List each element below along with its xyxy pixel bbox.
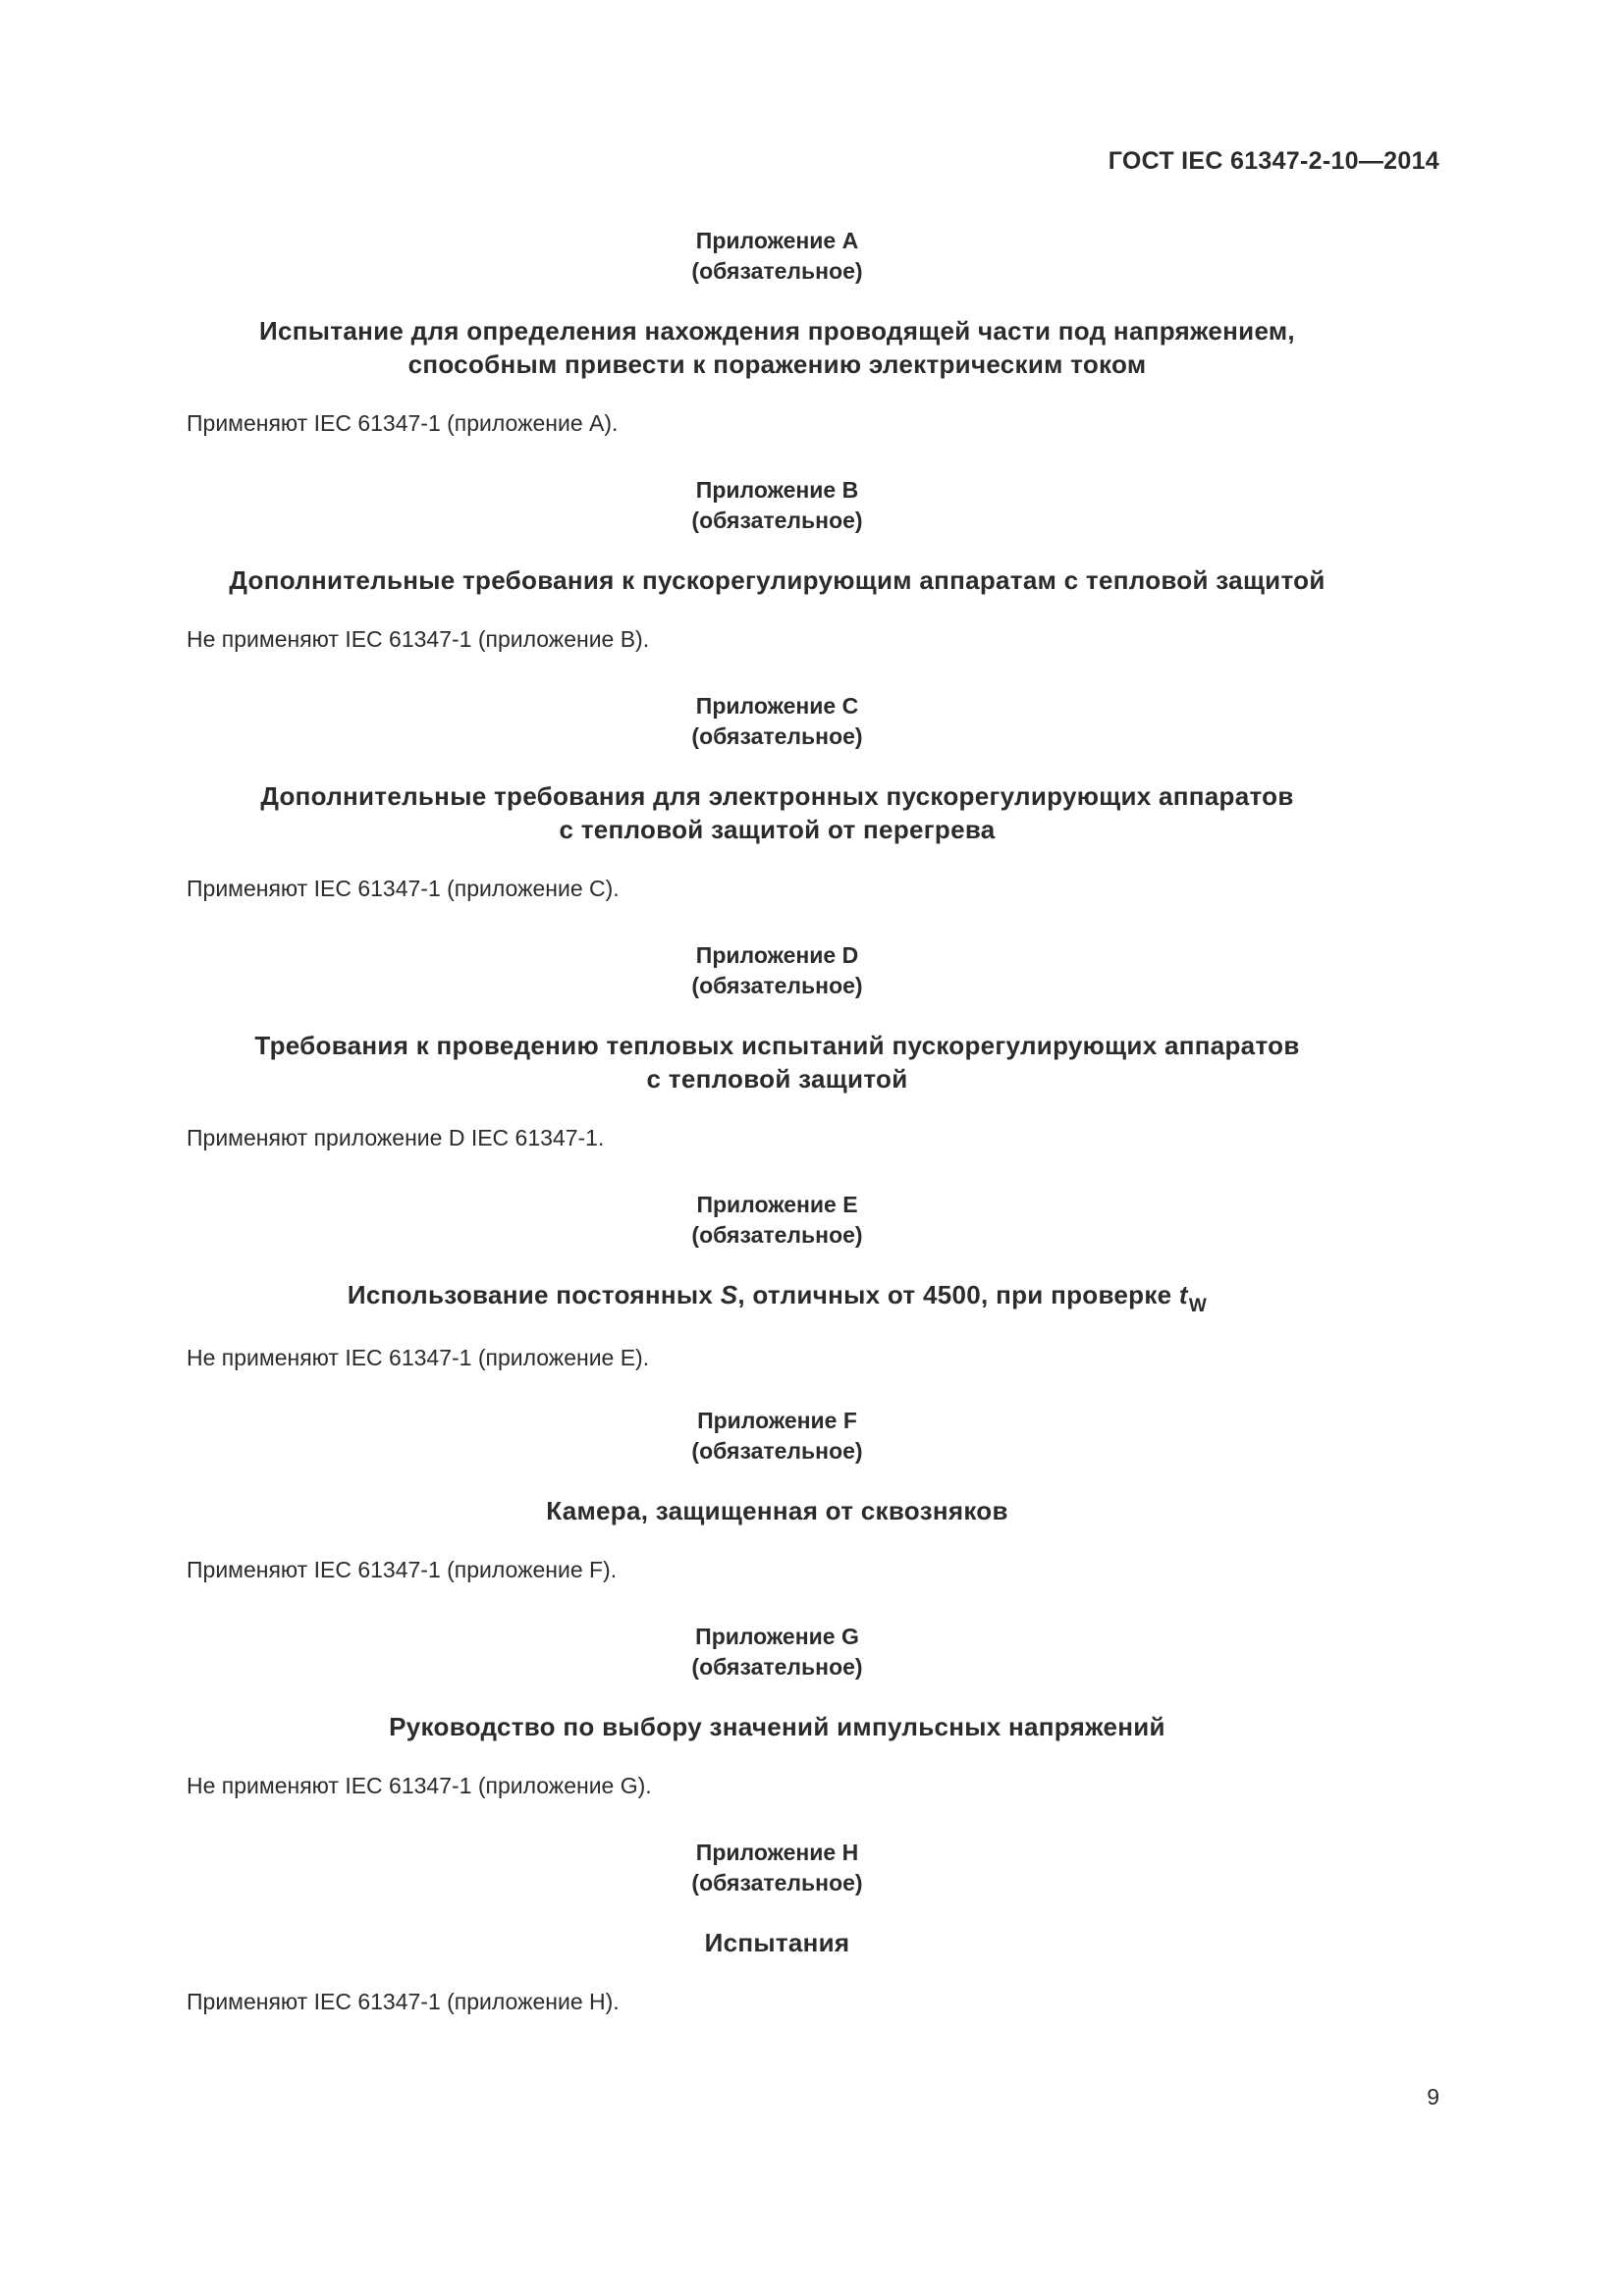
annex-title-line: с тепловой защитой	[646, 1064, 908, 1094]
annex-b	[0, 475, 1624, 654]
annex-text: Применяют IEC 61347-1 (приложение F).	[187, 1557, 618, 1582]
annex-title-line: Камера, защищенная от сквозняков	[546, 1496, 1008, 1525]
annex-label: Приложение H	[695, 1840, 859, 1865]
annex-e	[0, 1190, 1624, 1372]
annex-title-line: Требования к проведению тепловых испытаний пускорегулирующих аппаратов	[254, 1031, 1300, 1060]
annex-title	[0, 1029, 1554, 1095]
annex-label: Приложение D	[695, 942, 859, 968]
variable-s: S	[720, 1280, 738, 1309]
document-header: ГОСТ IEC 61347-2-10—2014	[1108, 147, 1439, 175]
annex-label: Приложение C	[695, 693, 859, 719]
annex-text: Не применяют IEC 61347-1 (приложение E).	[187, 1345, 650, 1370]
annex-label: Приложение F	[697, 1408, 857, 1433]
annex-text: Применяют IEC 61347-1 (приложение H).	[187, 1989, 620, 2014]
annex-label: Приложение E	[696, 1192, 858, 1217]
annex-status: (обязательное)	[691, 1870, 863, 1896]
annex-title-text: , отличных от 4500, при проверке	[737, 1280, 1179, 1309]
annex-g	[0, 1622, 1624, 1800]
annex-label: Приложение B	[695, 477, 859, 503]
annex-title	[0, 1278, 1554, 1315]
annex-title-line: с тепловой защитой от перегрева	[559, 815, 996, 844]
page-number: 9	[1427, 2084, 1439, 2109]
annex-status: (обязательное)	[691, 973, 863, 998]
annex-status: (обязательное)	[691, 723, 863, 749]
annex-title-line: Руководство по выбору значений импульсных напряжений	[389, 1712, 1165, 1741]
annex-title-line: Дополнительные требования для электронных пускорегулирующих аппаратов	[260, 781, 1294, 811]
annex-c	[0, 691, 1624, 903]
annex-label: Приложение G	[695, 1624, 859, 1649]
annex-h	[0, 1838, 1624, 2016]
subscript-w: W	[1188, 1296, 1208, 1316]
annex-title	[0, 1926, 1554, 1959]
annex-title	[0, 314, 1554, 381]
annex-a	[0, 226, 1624, 438]
annex-title	[0, 779, 1554, 846]
annex-text: Не применяют IEC 61347-1 (приложение B).	[187, 626, 650, 652]
annex-text: Применяют IEC 61347-1 (приложение A).	[187, 410, 619, 436]
annex-title-line: способным привести к поражению электрическим током	[407, 349, 1147, 379]
annex-d	[0, 940, 1624, 1152]
annex-text: Не применяют IEC 61347-1 (приложение G).	[187, 1773, 652, 1798]
annex-label: Приложение A	[695, 228, 859, 253]
annex-status: (обязательное)	[691, 1222, 863, 1248]
annex-title-line: Испытание для определения нахождения проводящей части под напряжением,	[259, 316, 1295, 346]
annex-title-line: Дополнительные требования к пускорегулирующим аппаратам с тепловой защитой	[229, 565, 1326, 595]
annex-status: (обязательное)	[691, 258, 863, 284]
annex-title	[0, 563, 1554, 597]
annex-title-text: Использование постоянных	[347, 1280, 721, 1309]
annex-title	[0, 1494, 1554, 1527]
annex-text: Применяют IEC 61347-1 (приложение C).	[187, 876, 620, 901]
annex-status: (обязательное)	[691, 507, 863, 533]
annex-title	[0, 1710, 1554, 1743]
annex-title-line: Испытания	[704, 1928, 850, 1957]
annex-f	[0, 1406, 1624, 1584]
annex-text: Применяют приложение D IEC 61347-1.	[187, 1125, 605, 1150]
annex-status: (обязательное)	[691, 1438, 863, 1464]
annex-status: (обязательное)	[691, 1654, 863, 1680]
variable-t: t	[1178, 1280, 1188, 1309]
